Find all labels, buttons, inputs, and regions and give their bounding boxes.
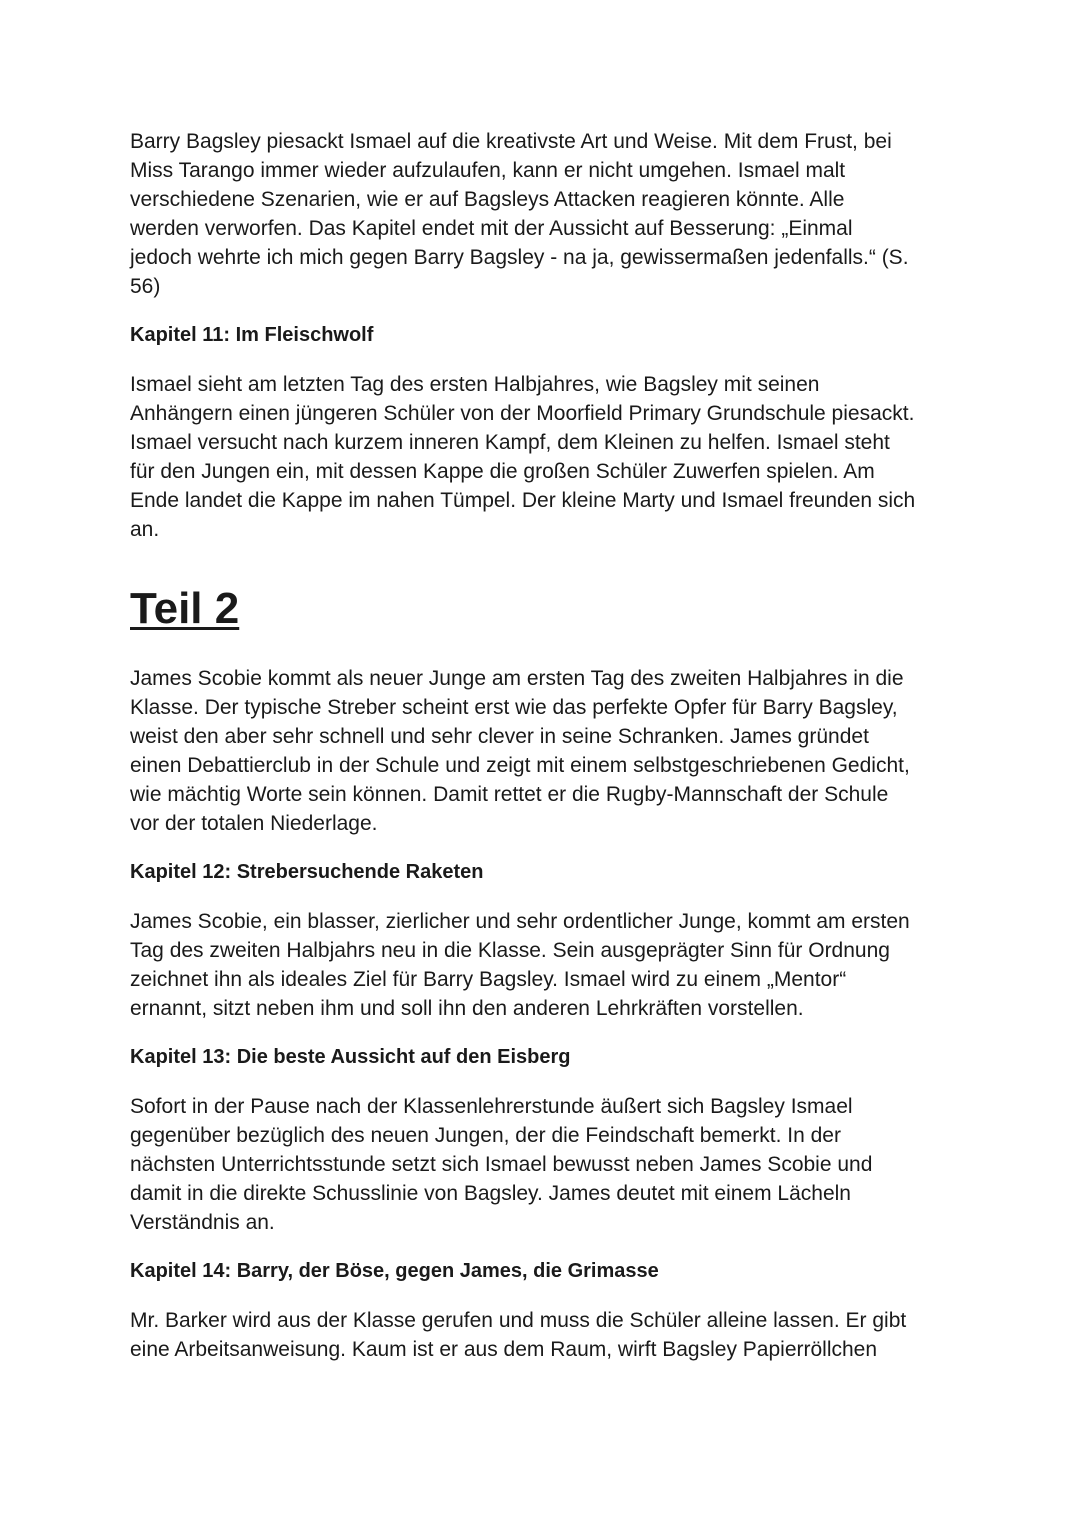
paragraph-chapter-12-summary: James Scobie, ein blasser, zierlicher und sehr ordentlicher Junge, kommt am ersten Tag des zweiten Halbjahrs neu in die Klasse. Sein ausgeprägter Sinn für Ordnung zeichnet ihn als ideales Ziel für Barry Bagsley. Ismael wird zu einem „Mentor“ ernannt, sitzt neben ihm und soll ihn den anderen Lehrkräften vorstellen.: [130, 910, 910, 1020]
paragraph-part-2-summary: James Scobie kommt als neuer Junge am ersten Tag des zweiten Halbjahres in die Klasse. Der typische Streber scheint erst wie das perfekte Opfer für Barry Bagsley, weist den aber sehr schnell und sehr clever in seine Schranken. James gründet einen Debattierclub in der Schule und zeigt mit einem selbstgeschriebenen Gedicht, wie mächtig Worte sein können. Damit rettet er die Rugby-Mannschaft der Schule vor der totalen Niederlage.: [130, 667, 910, 835]
chapter-12-heading: Kapitel 12: Strebersuchende Raketen: [130, 861, 484, 883]
chapter-14-heading: Kapitel 14: Barry, der Böse, gegen James, die Grimasse: [130, 1260, 659, 1282]
document-page: [130, 127, 960, 1384]
part-2-heading: Teil 2: [130, 584, 240, 633]
chapter-11-heading: Kapitel 11: Im Fleischwolf: [130, 324, 374, 346]
paragraph-chapter-11-summary: Ismael sieht am letzten Tag des ersten Halbjahres, wie Bagsley mit seinen Anhängern einen jüngeren Schüler von der Moorfield Primary Grundschule piesackt. Ismael versucht nach kurzem inneren Kampf, dem Kleinen zu helfen. Ismael steht für den Jungen ein, mit dessen Kappe die großen Schüler Zuwerfen spielen. Am Ende landet die Kappe im nahen Tümpel. Der kleine Marty und Ismael freunden sich an.: [130, 373, 916, 541]
paragraph-chapter-13-summary: Sofort in der Pause nach der Klassenlehrerstunde äußert sich Bagsley Ismael gegenüber bezüglich des neuen Jungen, der die Feindschaft bemerkt. In der nächsten Unterrichtsstunde setzt sich Ismael bewusst neben James Scobie und damit in die direkte Schusslinie von Bagsley. James deutet mit einem Lächeln Verständnis an.: [130, 1095, 873, 1234]
paragraph-chapter-10-summary: Barry Bagsley piesackt Ismael auf die kreativste Art und Weise. Mit dem Frust, bei Miss Tarango immer wieder aufzulaufen, kann er nicht umgehen. Ismael malt verschiedene Szenarien, wie er auf Bagsleys Attacken reagieren könnte. Alle werden verworfen. Das Kapitel endet mit der Aussicht auf Besserung: „Einmal jedoch wehrte ich mich gegen Barry Bagsley - na ja, gewissermaßen jedenfalls.“ (S. 56): [130, 130, 909, 298]
paragraph-chapter-14-summary: Mr. Barker wird aus der Klasse gerufen und muss die Schüler alleine lassen. Er gibt eine Arbeitsanweisung. Kaum ist er aus dem Raum, wirft Bagsley Papierröllchen: [130, 1309, 907, 1361]
chapter-13-heading: Kapitel 13: Die beste Aussicht auf den Eisberg: [130, 1046, 571, 1068]
